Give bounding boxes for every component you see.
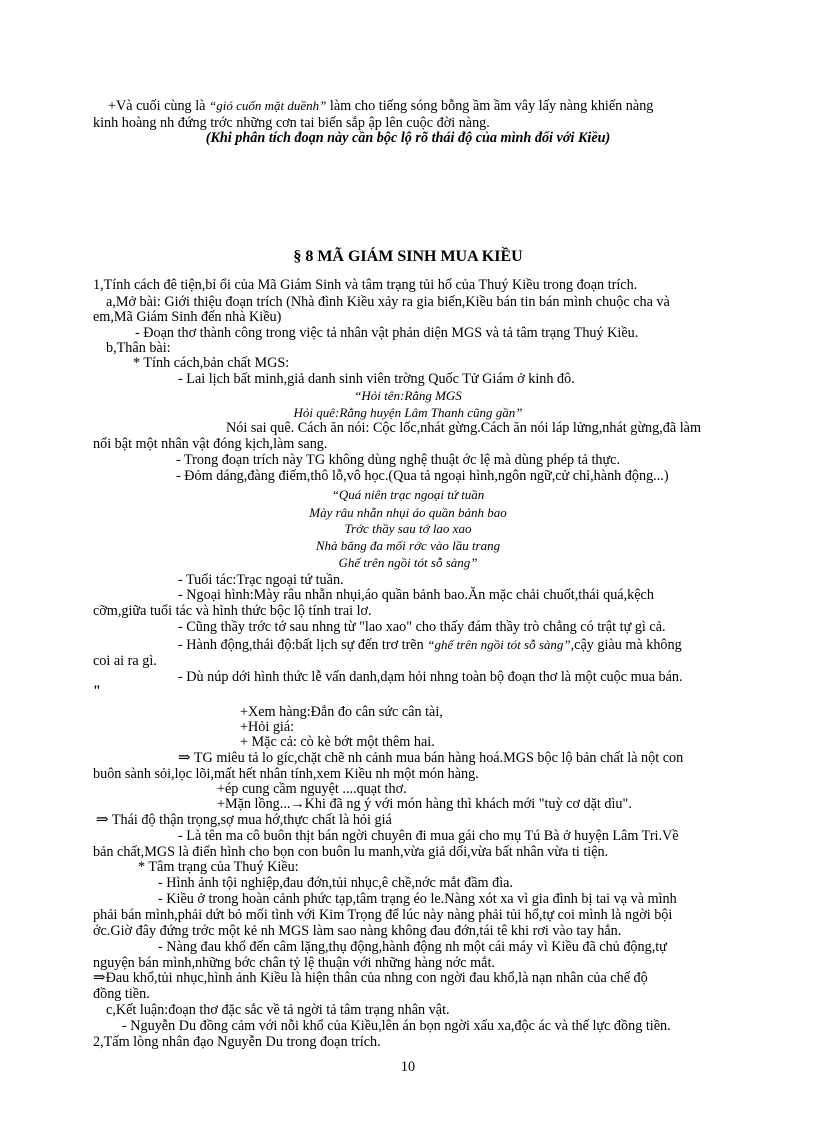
- text-line: phải bán mình,phải dứt bỏ mối tình với Kim Trọng để lúc này nàng phải tủi hổ,tự coi mình là ngời bội: [93, 907, 673, 923]
- poem-line: Hỏi quê:Rằng huyện Lâm Thanh cũng gần”: [293, 405, 523, 420]
- text-line: nổi bật một nhân vật đóng kịch,làm sang.: [93, 436, 328, 452]
- text-line: - Ngoại hình:Mày râu nhẵn nhụi,áo quần bảnh bao.Ăn mặc chải chuốt,thái quá,kệch: [178, 587, 654, 603]
- quote-segment: “gió cuốn mặt duềnh”: [208, 98, 327, 113]
- poem-line: Nhà băng đa mối rớc vào lầu trang: [315, 538, 501, 553]
- poem-line: Ghế trên ngồi tót sỗ sàng”: [338, 555, 478, 570]
- text-segment: +Và cuối cùng là: [108, 98, 209, 114]
- text-segment: Đau khổ,tủi nhục,hình ảnh Kiều là hiện thân của nhng con ngời đau khổ,là nạn nhân của chế độ: [105, 970, 648, 986]
- text-line: * Tâm trạng của Thuý Kiều:: [138, 859, 299, 875]
- text-line: - Dù núp dới hình thức lễ vấn danh,dạm hỏi nhng toàn bộ đoạn thơ là một cuộc mua bán.: [178, 669, 683, 685]
- text-line: - Nàng đau khổ đến câm lặng,thụ động,hành động nh một cái máy vì Kiều đã chủ động,tự: [158, 939, 667, 955]
- text-line: kinh hoàng nh đứng trớc những cơn tai biến sắp ập lên cuộc đời nàng.: [93, 115, 490, 131]
- arrow-icon: →: [290, 796, 305, 812]
- text-line: +Hỏi giá:: [240, 719, 295, 735]
- text-line: * Tính cách,bản chất MGS:: [133, 355, 290, 371]
- page-number: 10: [400, 1059, 416, 1075]
- text-line: [178, 750, 683, 766]
- text-line: - Nguyễn Du đồng cảm với nỗi khổ của Kiều,lên án bọn ngời xấu xa,độc ác và thế lực đồng tiền.: [122, 1018, 671, 1034]
- text-line: - Kiều ở trong hoàn cảnh phức tạp,tâm trạng éo le.Nàng xót xa vì gia đình bị tai vạ và mình: [158, 891, 677, 907]
- text-line: nguyện bán mình,những bớc chân tỷ lệ thuận với những hàng nớc mắt.: [93, 955, 495, 971]
- text-line: ớc.Giờ đây đứng trớc một kẻ nh MGS làm sao nàng không đau đớn,tái tê khi rơi vào tay hắn.: [93, 923, 622, 939]
- note-line: (Khi phân tích đoạn này cần bộc lộ rõ thái độ của mình đối với Kiều): [205, 130, 611, 146]
- text-line: em,Mã Giám Sinh đến nhà Kiều): [93, 309, 282, 325]
- text-line: + Mặc cả: cò kè bớt một thêm hai.: [240, 734, 435, 750]
- text-line: - Lai lịch bất minh,giả danh sinh viên trờng Quốc Tử Giám ở kinh đô.: [178, 371, 575, 387]
- text-line: - Đoạn thơ thành công trong việc tả nhân vật phản diện MGS và tả tâm trạng Thuý Kiều.: [135, 325, 639, 341]
- double-arrow-icon: ⇒: [178, 750, 191, 766]
- text-line: [178, 637, 682, 653]
- poem-line: Trớc thầy sau tớ lao xao: [344, 521, 472, 536]
- text-line: [217, 796, 632, 812]
- text-line: đồng tiền.: [93, 986, 150, 1002]
- text-line: - Cũng thầy trớc tớ sau nhng từ "lao xao" cho thấy đám thầy trò chẳng có trật tự gì cả.: [178, 619, 666, 635]
- text-line: b,Thân bài:: [106, 340, 171, 356]
- text-segment: Khi đã ng ý với món hàng thì khách mới "tuỳ cơ dặt dìu".: [304, 796, 632, 812]
- section-title: § 8 MÃ GIÁM SINH MUA KIỀU: [293, 248, 523, 265]
- text-segment: Thái độ thận trọng,sợ mua hớ,thực chất là hỏi giá: [111, 812, 392, 828]
- text-line: Nói sai quê. Cách ăn nói: Cộc lốc,nhát gừng.Cách ăn nói láp lửng,nhát gừng,đã làm: [226, 420, 701, 436]
- double-arrow-icon: ⇒: [96, 812, 109, 828]
- quote-segment: “ghế trên ngồi tót sỗ sàng”: [427, 637, 571, 652]
- text-line: cỡm,giữa tuổi tác và hình thức bộc lộ tính trai lơ.: [93, 603, 372, 619]
- text-line: [96, 812, 392, 828]
- text-segment: TG miêu tả lo gíc,chặt chẽ nh cảnh mua bán hàng hoá.MGS bộc lộ bản chất là nột con: [193, 750, 684, 766]
- text-segment: ,cậy giàu mà không: [570, 637, 682, 653]
- text-line: coi ai ra gì.: [93, 653, 157, 669]
- text-line: a,Mở bài: Giới thiệu đoạn trích (Nhà đình Kiều xảy ra gia biến,Kiều bán tin bán mình chuộc cha và: [106, 294, 670, 310]
- text-segment: làm cho tiếng sóng bỗng ầm ầm vây lấy nàng khiến nàng: [326, 98, 654, 114]
- text-line: [108, 98, 653, 114]
- text-line: - Trong đoạn trích này TG không dùng nghệ thuật ớc lệ mà dùng phép tả thực.: [176, 452, 621, 468]
- text-line: - Đỏm dáng,đàng điếm,thô lỗ,vô học.(Qua tả ngoại hình,ngôn ngữ,cử chỉ,hành động...): [176, 468, 669, 484]
- text-line: 2,Tấm lòng nhân đạo Nguyễn Du trong đoạn trích.: [93, 1034, 381, 1050]
- text-line: bản chất,MGS là điển hình cho bọn con buôn lu manh,vừa giả dối,vừa bất nhân vừa ti tiện.: [93, 844, 609, 860]
- text-line: c,Kết luận:đoạn thơ đặc sắc về tả ngời tả tâm trạng nhân vật.: [106, 1002, 450, 1018]
- text-line: [93, 970, 648, 986]
- text-line: buôn sành sỏi,lọc lõi,mất hết nhân tính,xem Kiều nh một món hàng.: [93, 766, 479, 782]
- stray-mark: ": [93, 683, 101, 699]
- text-line: 1,Tính cách đê tiện,bỉ ổi của Mã Giám Sinh và tâm trạng tủi hổ của Thuý Kiều trong đoạn trích.: [93, 277, 638, 293]
- text-line: +Xem hàng:Đắn đo cân sức cân tài,: [240, 704, 443, 720]
- text-line: +ép cung cầm nguyệt ....quạt thơ.: [217, 781, 407, 797]
- text-line: - Là tên ma cô buôn thịt bán ngời chuyên đi mua gái cho mụ Tú Bà ở huyện Lâm Tri.Về: [178, 828, 679, 844]
- poem-line: “Hỏi tên:Rằng MGS: [354, 388, 462, 403]
- text-segment: +Mặn lồng...: [217, 796, 291, 812]
- text-line: - Hình ảnh tội nghiệp,đau đớn,tủi nhục,ê chề,nớc mắt đầm đìa.: [158, 875, 514, 891]
- poem-line: “Quá niên trạc ngoại tứ tuần: [331, 487, 485, 502]
- text-line: - Tuổi tác:Trạc ngoại tứ tuần.: [178, 572, 344, 588]
- text-segment: - Hành động,thái độ:bất lịch sự đến trơ trẽn: [178, 637, 428, 653]
- poem-line: Mày râu nhẵn nhụi áo quần bảnh bao: [309, 505, 507, 520]
- double-arrow-icon: ⇒: [93, 970, 106, 986]
